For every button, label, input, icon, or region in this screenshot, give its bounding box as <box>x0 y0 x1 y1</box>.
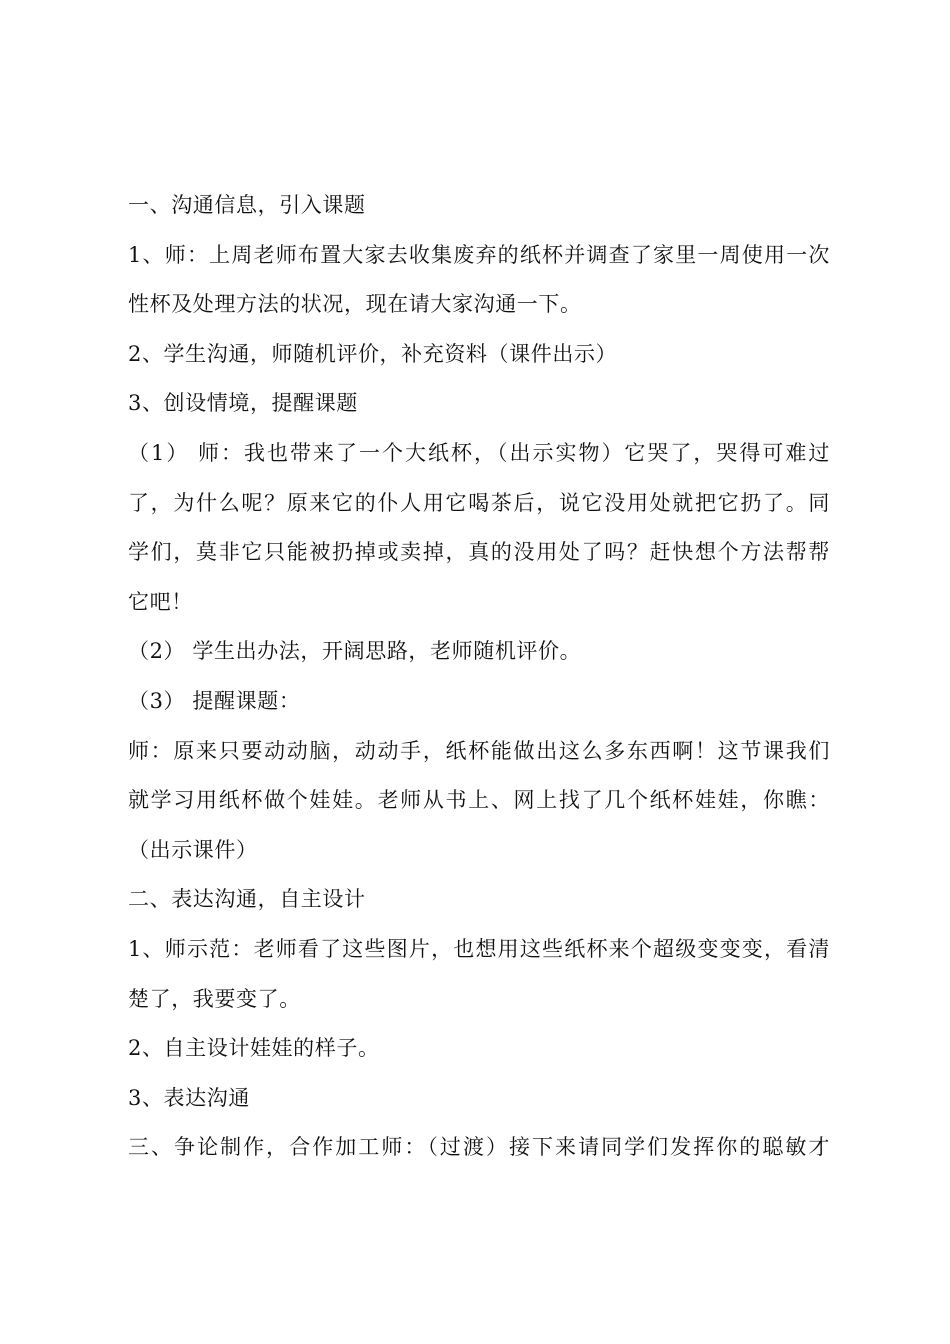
paragraph-line: 1、师示范：老师看了这些图片，也想用这些纸杯来个超级变变变，看清 <box>128 936 830 961</box>
paragraph-line: 它吧！ <box>128 589 193 614</box>
paragraph-line: （1） 师：我也带来了一个大纸杯，（出示实物）它哭了，哭得可难过 <box>128 440 830 465</box>
paragraph-line: （3） 提醒课题： <box>128 688 301 713</box>
paragraph-line: 师：原来只要动动脑，动动手，纸杯能做出这么多东西啊！这节课我们 <box>128 738 830 763</box>
paragraph-line: 3、创设情境，提醒课题 <box>128 391 358 416</box>
section-heading: 二、表达沟通，自主设计 <box>128 887 366 912</box>
paragraph-line: 了，为什么呢？原来它的仆人用它喝茶后，说它没用处就把它扔了。同 <box>128 490 830 515</box>
paragraph-line: 2、自主设计娃娃的样子。 <box>128 1036 380 1061</box>
paragraph-line: 楚了，我要变了。 <box>128 986 301 1011</box>
paragraph-line: 学们，莫非它只能被扔掉或卖掉，真的没用处了吗？赶快想个方法帮帮 <box>128 540 830 565</box>
document-body <box>128 181 830 1173</box>
section-heading: 三、争论制作，合作加工师：（过渡）接下来请同学们发挥你的聪敏才 <box>128 1135 830 1160</box>
paragraph-line: 3、表达沟通 <box>128 1085 250 1110</box>
paragraph-line: 1、师：上周老师布置大家去收集废弃的纸杯并调查了家里一周使用一次 <box>128 242 830 267</box>
paragraph-line: （2） 学生出办法，开阔思路，老师随机评价。 <box>128 639 582 664</box>
paragraph-line: 性杯及处理方法的状况，现在请大家沟通一下。 <box>128 292 582 317</box>
paragraph-line: 就学习用纸杯做个娃娃。老师从书上、网上找了几个纸杯娃娃，你瞧： <box>128 788 830 813</box>
paragraph-line: 2、学生沟通，师随机评价，补充资料（课件出示） <box>128 341 618 366</box>
paragraph-line: （出示课件） <box>128 837 258 862</box>
section-heading: 一、沟通信息，引入课题 <box>128 193 366 217</box>
